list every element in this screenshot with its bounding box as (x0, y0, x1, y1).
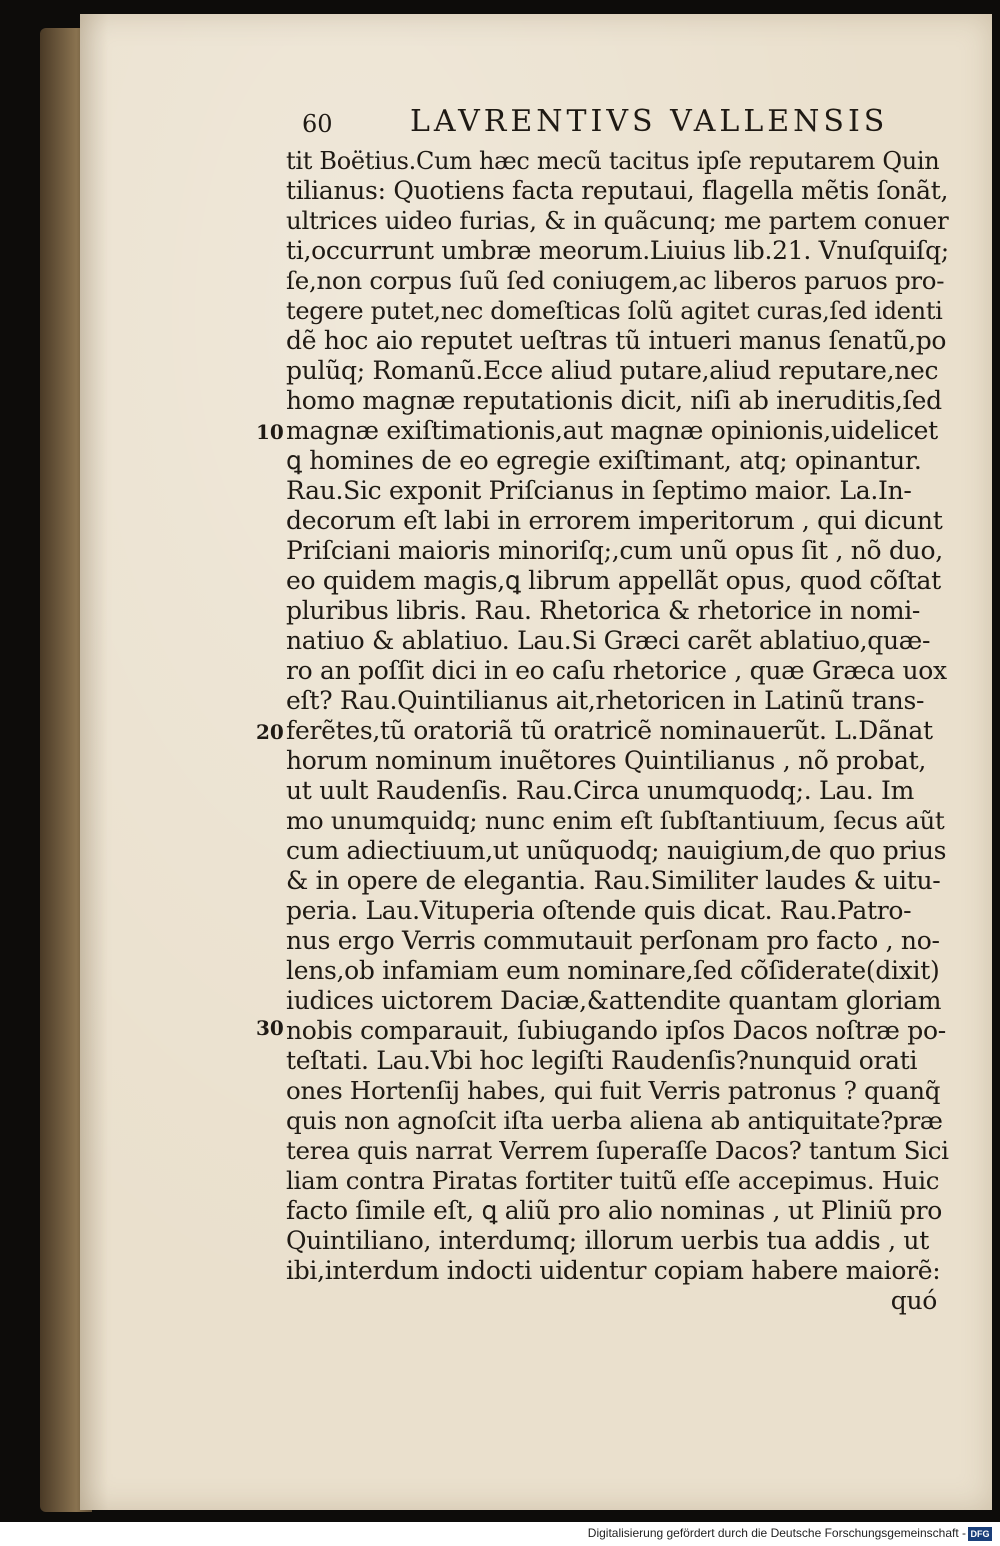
text-line: pulũq; Romanũ.Ecce aliud putare,aliud reputare,nec (286, 356, 939, 385)
catchword: quó (890, 1286, 937, 1315)
text-line: ti,occurrunt umbræ meorum.Liuius lib.21. Vnuſquiſq; (286, 236, 949, 265)
text-line: & in opere de elegantia. Rau.Similiter laudes & uitu- (286, 866, 941, 895)
text-line: ibi,interdum indocti uidentur copiam habere maiorẽ: (286, 1256, 941, 1285)
text-line: quis non agnoſcit iſta uerba aliena ab antiquitate?præ (286, 1106, 943, 1135)
text-line: pluribus libris. Rau. Rhetorica & rhetorice in nomi- (286, 596, 921, 625)
text-line: facto ſimile eſt, ꝗ aliũ pro alio nominas , ut Pliniũ pro (286, 1196, 942, 1225)
page-number: 60 (302, 110, 333, 138)
text-line: ones Hortenſij habes, qui fuit Verris patronus ? quanq̃ (286, 1076, 941, 1105)
text-line: iudices uictorem Daciæ,&attendite quantam gloriam (286, 986, 942, 1015)
text-line: dẽ hoc aio reputet ueſtras tũ intueri manus ſenatũ,po (286, 326, 947, 355)
text-line: Quintiliano, interdumq; illorum uerbis tua addis , ut (286, 1226, 929, 1255)
running-head: LAVRENTIVS VALLENSIS (410, 104, 889, 139)
text-line: Priſciani maioris minoriſq;,cum unũ opus ſit , nõ duo, (286, 536, 943, 565)
dfg-logo-icon: DFG (968, 1527, 992, 1541)
text-line: tit Boëtius.Cum hæc mecũ tacitus ipſe reputarem Quin (286, 147, 940, 175)
text-line: tegere putet,nec domeſticas ſolũ agitet curas,ſed identi (286, 297, 943, 325)
text-line: eo quidem magis,ꝗ librum appellãt opus, quod cõſtat (286, 566, 941, 595)
text-line: ſe,non corpus ſuũ ſed coniugem,ac liberos paruos pro- (286, 266, 945, 295)
margin-line-number-20: 20 (256, 720, 284, 744)
body-text (286, 146, 951, 1316)
text-line: eſt? Rau.Quintilianus ait,rhetoricen in Latinũ trans- (286, 686, 925, 715)
text-line: cum adiectiuum,ut unũquodq; nauigium,de quo prius (286, 836, 947, 865)
text-line: tilianus: Quotiens facta reputaui, flagella mẽtis ſonãt, (286, 176, 949, 205)
text-line: ferẽtes,tũ oratoriã tũ oratricẽ nominauerũt. L.Dãnat (286, 716, 933, 745)
digitization-credit: Digitalisierung gefördert durch die Deutsche Forschungsgemeinschaft - (587, 1526, 966, 1540)
text-line: horum nominum inuẽtores Quintilianus , nõ probat, (286, 746, 926, 775)
text-line: natiuo & ablatiuo. Lau.Si Græci carẽt ablatiuo,quæ- (286, 626, 931, 655)
text-line: homo magnæ reputationis dicit, niſi ab ineruditis,ſed (286, 386, 942, 415)
text-line: magnæ exiſtimationis,aut magnæ opinionis,uidelicet (286, 416, 938, 445)
text-line: mo unumquidq; nunc enim eſt ſubſtantiuum, ſecus aũt (286, 806, 945, 835)
text-line: lens,ob infamiam eum nominare,ſed cõſiderate(dixit) (286, 956, 940, 985)
footer-bar (0, 1522, 1000, 1546)
text-line: ꝗ homines de eo egregie exiſtimant, atq; opinantur. (286, 446, 922, 475)
text-line: peria. Lau.Vituperia oſtende quis dicat. Rau.Patro- (286, 896, 912, 925)
text-line: decorum eſt labi in errorem imperitorum , qui dicunt (286, 506, 943, 535)
text-line: nobis comparauit, ſubiugando ipſos Dacos noſtræ po- (286, 1016, 946, 1045)
text-line: nus ergo Verris commutauit perſonam pro facto , no- (286, 926, 940, 955)
margin-line-number-10: 10 (256, 420, 284, 444)
text-line: ut uult Raudenſis. Rau.Circa unumquodq;. Lau. Im (286, 776, 915, 805)
text-line: teſtati. Lau.Vbi hoc legiſti Raudenſis?nunquid orati (286, 1046, 918, 1075)
text-line: ultrices uideo furias, & in quãcunq; me partem conuer (286, 206, 949, 235)
text-line: Rau.Sic exponit Priſcianus in ſeptimo maior. La.In- (286, 476, 912, 505)
text-line: ro an poſſit dici in eo caſu rhetorice , quæ Græca uox (286, 656, 947, 685)
margin-line-number-30: 30 (256, 1016, 284, 1040)
text-line: liam contra Piratas fortiter tuitũ eſſe accepimus. Huic (286, 1166, 940, 1195)
text-line: terea quis narrat Verrem ſuperaſſe Dacos? tantum Sici (286, 1136, 949, 1165)
